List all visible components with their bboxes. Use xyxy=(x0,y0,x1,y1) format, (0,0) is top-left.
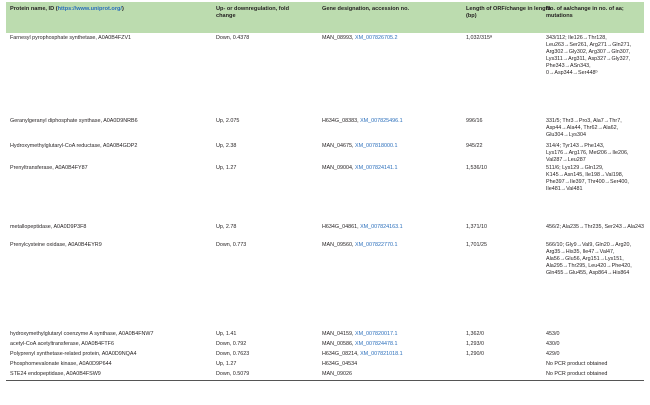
header-aa: No. of aa/change in no. of aa; mutations xyxy=(546,6,624,19)
header-protein-label: Protein name, ID ( xyxy=(10,6,58,12)
accession-link[interactable]: XM_007824141.1 xyxy=(354,165,398,171)
orf-length-cell: 1,290/0 xyxy=(466,351,484,357)
gene-cell xyxy=(322,331,398,338)
protein-cell: STE24 endopeptidase, A0A0B4FSW9 xyxy=(10,371,101,377)
aa-mutations-cell: 456/2; Ala235→Thr235, Ser243→Ala243 xyxy=(546,224,644,230)
orf-length-cell: 996/16 xyxy=(466,118,483,124)
orf-length-cell: 1,362/0 xyxy=(466,331,484,337)
header-gene: Gene designation, accession no. xyxy=(322,6,410,12)
fold-change-cell: Up, 1.27 xyxy=(216,165,237,171)
aa-mutations-cell: 343/112; Ile126→Thr128, Leu263→Ser261, Arg271→Gln271, Arg302→Gly302, Arg307→Gln307, Lys311→Arg311, Asp327→Gly327, Phe343→ASn343, 0→Asp344→Ser448ᵇ xyxy=(546,35,632,76)
header-fold: Up- or downregulation, fold change xyxy=(216,6,290,19)
fold-change-cell: Down, 0.792 xyxy=(216,341,247,347)
fold-change-cell: Up, 2.38 xyxy=(216,143,237,149)
orf-length-cell: 1,371/10 xyxy=(466,224,487,230)
gene-designation: MAN_08993, xyxy=(322,35,355,41)
accession-link[interactable]: XM_007826705.2 xyxy=(354,35,398,41)
fold-change-cell: Down, 0.773 xyxy=(216,242,247,248)
gene-designation: MAN_00586, xyxy=(322,341,355,347)
gene-designation: MAN_04159, xyxy=(322,331,355,337)
accession-link[interactable]: XM_007825496.1 xyxy=(360,118,403,124)
orf-length-cell: 1,293/0 xyxy=(466,341,484,347)
protein-cell: Geranylgeranyl diphosphate synthase, A0A0D9NRB6 xyxy=(10,118,138,124)
protein-cell: Prenylcysteine oxidase, A0A0B4EYR9 xyxy=(10,242,102,248)
protein-cell: Polyprenyl synthetase-related protein, A0A0D9NQA4 xyxy=(10,351,137,357)
accession-link[interactable]: XM_007820017.1 xyxy=(354,331,398,337)
accession-link[interactable]: XM_007818000.1 xyxy=(354,143,398,149)
gene-cell xyxy=(322,224,403,231)
orf-length-cell: 1,536/10 xyxy=(466,165,487,171)
header-protein-label-end: ) xyxy=(121,6,124,12)
gene-designation: H634G_08214, xyxy=(322,351,361,357)
gene-designation: H634G_04861, xyxy=(322,224,361,230)
orf-length-cell: 1,032/315ª xyxy=(466,35,492,41)
fold-change-cell: Up, 1.41 xyxy=(216,331,237,337)
aa-mutations-cell: 331/5; Thr3→Pro3, Ala7→Thr7, Asp44→Ala44, Thr62→Ala62, Glu304→Lys304 xyxy=(546,118,622,138)
accession-link[interactable]: XM_007824478.1 xyxy=(354,341,398,347)
aa-mutations-cell: No PCR product obtained xyxy=(546,371,608,377)
aa-mutations-cell: 314/4; Tyr143→Phe143, Lys176→Arg176, Met206→Ile206, Val287→Leu287 xyxy=(546,143,629,163)
aa-mutations-cell: 429/0 xyxy=(546,351,560,357)
protein-cell: Phosphomevalonate kinase, A0A0D9P644 xyxy=(10,361,112,367)
gene-cell xyxy=(322,35,398,42)
gene-cell xyxy=(322,118,403,125)
gene-designation: MAN_09004, xyxy=(322,165,355,171)
protein-cell: hydroxymethylglutaryl coenzyme A synthase, A0A0B4FNW7 xyxy=(10,331,154,337)
uniprot-link[interactable]: https://www.uniprot.org/ xyxy=(57,6,122,12)
protein-cell: acetyl-CoA acetyltransferase, A0A0B4FTF6 xyxy=(10,341,114,347)
fold-change-cell: Up, 1.27 xyxy=(216,361,237,367)
fold-change-cell: Up, 2.075 xyxy=(216,118,240,124)
gene-cell xyxy=(322,143,398,150)
gene-cell xyxy=(322,242,398,249)
orf-length-cell: 1,701/25 xyxy=(466,242,487,248)
fold-change-cell: Down, 0.4378 xyxy=(216,35,250,41)
gene-cell xyxy=(322,351,403,358)
protein-cell: Hydroxymethylglutaryl-CoA reductase, A0A0B4GDP2 xyxy=(10,143,138,149)
header-length: Length of ORF/change in length (bp) xyxy=(466,6,551,19)
gene-cell xyxy=(322,341,398,348)
fold-change-cell: Down, 0.5079 xyxy=(216,371,250,377)
gene-designation: MAN_04675, xyxy=(322,143,355,149)
protein-cell: Prenyltransferase, A0A0B4FY87 xyxy=(10,165,88,171)
fold-change-cell: Up, 2.78 xyxy=(216,224,237,230)
gene-cell xyxy=(322,361,357,368)
gene-cell xyxy=(322,165,398,172)
aa-mutations-cell: 453/0 xyxy=(546,331,560,337)
aa-mutations-cell: 566/10; Gly9→Val9, Gln20→Arg20, Arg35→His35, Ile47→Val47, Ala56→Glu56, Arg151→Lys151, Ala295→Thr295, Leu420→Phe420, Gln455→Glu455, Asp864→His864 xyxy=(546,242,632,276)
aa-mutations-cell: 430/0 xyxy=(546,341,560,347)
protein-cell: Farnesyl pyrophosphate synthetase, A0A0B4FZV1 xyxy=(10,35,132,41)
accession-link[interactable]: XM_007824163.1 xyxy=(360,224,403,230)
protein-cell: metallopeptidase, A0A0D9P3F8 xyxy=(10,224,87,230)
aa-mutations-cell: No PCR product obtained xyxy=(546,361,608,367)
gene-designation: MAN_09026 xyxy=(322,371,352,377)
gene-cell xyxy=(322,371,352,378)
header-protein xyxy=(10,6,210,13)
accession-link[interactable]: XM_007821018.1 xyxy=(360,351,403,357)
table-bottom-rule xyxy=(6,380,644,381)
aa-mutations-cell: 511/6; Lys129→Gln129, K145→Asn145, Ile198→Val198, Phe397→Ile397, Thr400→Ser400, Ile481→Val481 xyxy=(546,165,629,192)
orf-length-cell: 945/22 xyxy=(466,143,483,149)
gene-designation: H634G_04534 xyxy=(322,361,358,367)
fold-change-cell: Down, 0.7623 xyxy=(216,351,250,357)
accession-link[interactable]: XM_007822770.1 xyxy=(354,242,398,248)
table-header xyxy=(6,2,644,33)
gene-designation: MAN_09560, xyxy=(322,242,355,248)
gene-designation: H634G_08383, xyxy=(322,118,361,124)
